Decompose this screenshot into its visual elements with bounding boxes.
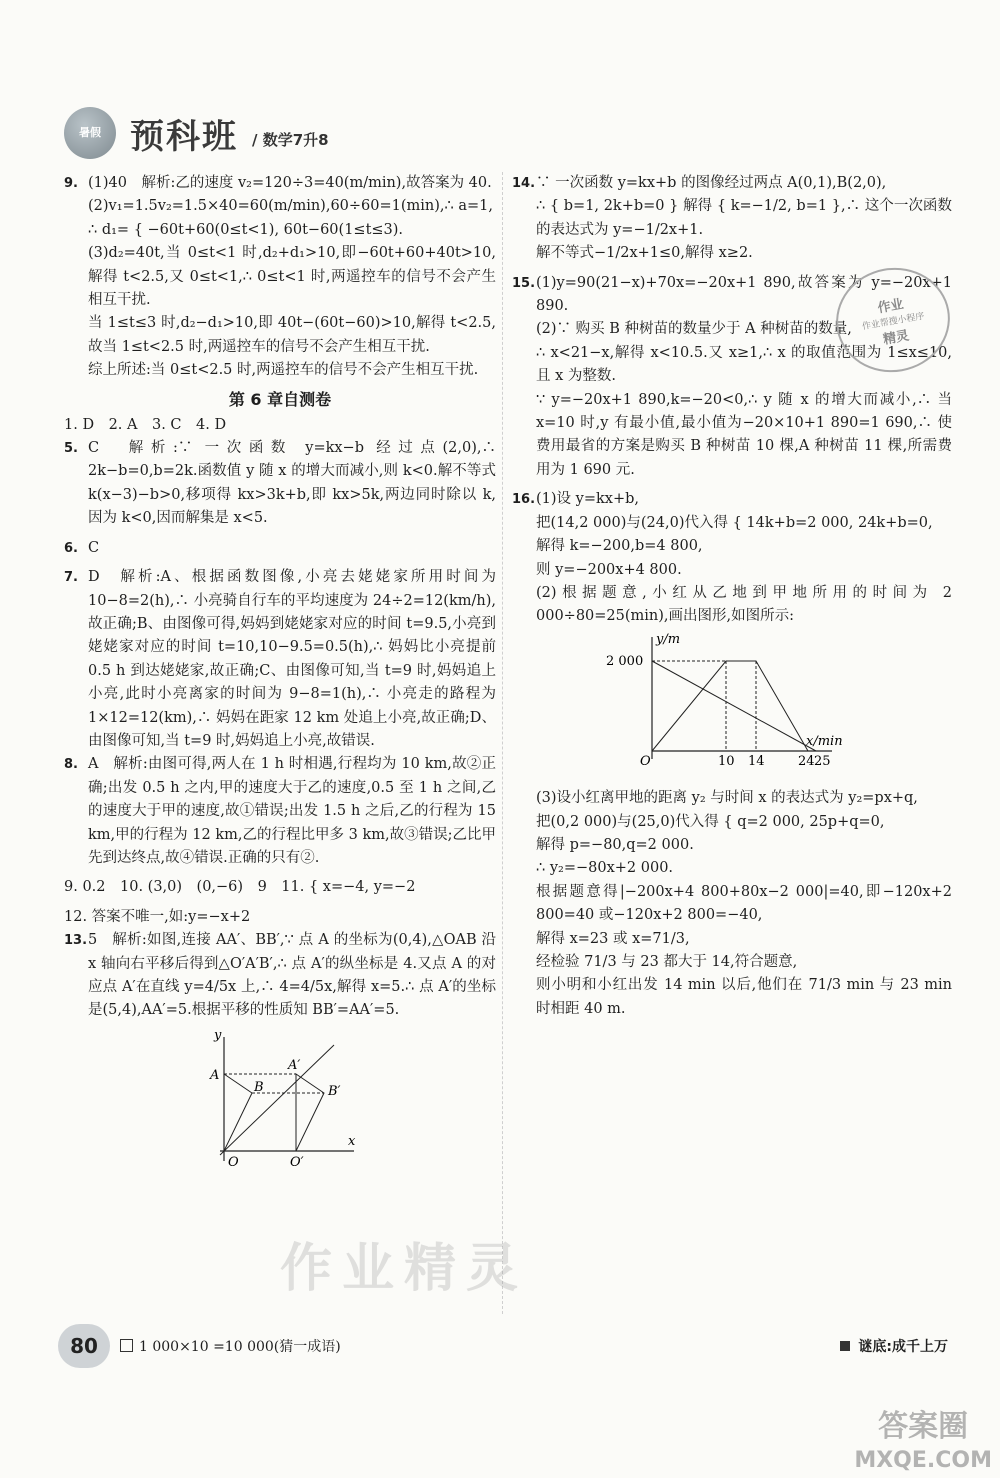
riddle: 1 000×10 =10 000(猜一成语) xyxy=(120,1336,341,1356)
subject-label: / 数学7升8 xyxy=(252,130,329,149)
fig13-point-A: A xyxy=(210,1067,220,1083)
square-bullet-icon xyxy=(840,1341,850,1351)
left-column xyxy=(64,172,496,1179)
column-divider xyxy=(502,172,503,1314)
homework-stamp: 作业 作业帮搜小程序 精灵 xyxy=(828,259,958,381)
fig16-x-label: x/min xyxy=(806,733,843,749)
fig16-tick-25: 25 xyxy=(814,753,831,769)
question-6: 6. C xyxy=(64,539,100,556)
fig16-tick-14: 14 xyxy=(748,753,765,769)
fig13-y-label: y xyxy=(214,1027,222,1043)
fig16-y-label: y/m xyxy=(656,631,681,647)
fig13-point-O2: O′ xyxy=(290,1154,304,1170)
checkbox-icon xyxy=(120,1339,133,1352)
page-header xyxy=(64,104,329,162)
figure-16-distance-time xyxy=(592,633,852,773)
riddle-answer: 谜底:成千上万 xyxy=(840,1336,948,1356)
corner-watermark: 答案圈 MXQE.COM xyxy=(854,1409,992,1473)
question-16: 16. (1)设 y=kx+b, 把(14,2 000)与(24,0)代入得 { 14k+b=2 000, 24k+b=0, 解得 k=−200,b=4 800, 则 y=−200x+4 800. (2)根据题意,小红从乙地到甲地所用的时间为 2 000÷80=25(min),画出图形,如图所示: xyxy=(512,491,952,625)
brand-title: 预科班 xyxy=(130,116,238,157)
fig13-point-B2: B′ xyxy=(328,1083,341,1099)
question-8: 8. A 解析:由图可得,两人在 1 h 时相遇,行程均为 10 km,故②正确;出发 0.5 h 之内,甲的速度大于乙的速度,0.5 至 1 h 之间,乙的速度大于甲的速度,故①错误;出发 1.5 h 之后,乙的行程为 15 km,甲的行程为 12 km,乙的行程比甲多 3 km,故③错误;乙比甲先到达终点,故④错误.正确的只有②. xyxy=(64,756,496,866)
question-5: 5. C 解析:∵ 一次函数 y=kx−b 经过点(2,0),∴ 2k−b=0,b=2k.函数值 y 随 x 的增大而减小,则 k<0.解不等式 k(x−3)−b>0,移项得 kx>3k+b,即 kx>5k,两边同时除以 k,因为 k<0,因而解集是 x<5. xyxy=(64,440,496,527)
page-footer xyxy=(58,1324,948,1368)
fig13-x-label: x xyxy=(348,1133,356,1149)
question-16-part3: (3)设小红离甲地的距离 y₂ 与时间 x 的表达式为 y₂=px+q, 把(0,2 000)与(25,0)代入得 { q=2 000, 25p+q=0, 解得 p=−80,q=2 000. ∴ y₂=−80x+2 000. 根据题意得|−200x+4 800+80x−2 000|=40,即−120x+2 800=40 或−120x+2 800=−40, 解得 x=23 或 x=71/3, 经检验 71/3 与 23 都大于 14,符合题意, 则小明和小红出发 14 min 以后,他们在 71/3 min 与 23 min 时相距 40 m. xyxy=(536,790,952,1017)
figure-13-translation xyxy=(184,1027,364,1171)
fig16-tick-24: 24 xyxy=(798,753,815,769)
fig13-point-O: O xyxy=(228,1154,239,1170)
section-title: 第 6 章自测卷 xyxy=(228,389,332,409)
fig16-origin: O xyxy=(640,753,651,769)
question-15: 15. (1)y=90(21−x)+70x=−20x+1 890,故答案为 y=−20x+1 890. (2)∵ 购买 B 种树苗的数量少于 A 种树苗的数量, ∴ x<21−x,解得 x<10.5.又 x≥1,∴ x 的取值范围为 1≤x≤10,且 x 为整数. ∵ y=−20x+1 890,k=−20<0,∴ y 随 x 的增大而减小,∴ 当 x=10 时,y 有最小值,最小值为−20×10+1 890=1 690,∴ 使费用最省的方案是购买 B 种树苗 10 棵,A 种树苗 11 棵,所需费用为 1 690 元. xyxy=(512,274,952,478)
page-number: 80 xyxy=(58,1324,110,1368)
question-14: 14. ∵ 一次函数 y=kx+b 的图像经过两点 A(0,1),B(2,0), ∴ { b=1, 2k+b=0 } 解得 { k=−1/2, b=1 },∴ 这个一次函数的表达式为 y=−1/2x+1. 解不等式−1/2x+1≤0,解得 x≥2. xyxy=(512,175,952,262)
fig13-point-A2: A′ xyxy=(288,1057,301,1073)
question-13: 13. 5 解析:如图,连接 AA′、BB′,∵ 点 A 的坐标为(0,4),△OAB 沿 x 轴向右平移后得到△O′A′B′,∴ 点 A′的纵坐标是 4.又点 A 的对应点 A′在直线 y=4/5x 上,∴ 4=4/5x,解得 x=5.∴ 点 A′的坐标是(5,4),AA′=5.根据平移的性质知 BB′=AA′=5. xyxy=(64,932,496,1019)
badge-text: 暑假 xyxy=(79,126,101,139)
question-9: 9. (1)40 解析:乙的速度 v₂=120÷3=40(m/min),故答案为 40. (2)v₁=1.5v₂=1.5×40=60(m/min),60÷60=1(min),∴ a=1, ∴ d₁= { −60t+60(0≤t<1), 60t−60(1≤t≤3). (3)d₂=40t,当 0≤t<1 时,d₂+d₁>10,即−60t+60+40t>10,解得 t<2.5,又 0≤t<1,∴ 0≤t<1 时,两遥控车的信号不会产生相互干扰. 当 1≤t≤3 时,d₂−d₁>10,即 40t−(60t−60)>10,解得 t<2.5,故当 1≤t<2.5 时,两遥控车的信号不会产生相互干扰. 综上所述:当 0≤t<2.5 时,两遥控车的信号不会产生相互干扰. xyxy=(64,175,496,379)
brand-badge xyxy=(64,107,116,159)
fig16-tick-2000: 2 000 xyxy=(606,653,644,669)
answer-12: 12. 答案不唯一,如:y=−x+2 xyxy=(64,908,251,925)
answers-9-11: 9. 0.2 10. (3,0) (0,−6) 9 11. { x=−4, y=−2 xyxy=(64,879,416,896)
question-7: 7. D 解析:A、根据函数图像,小亮去姥姥家所用时间为 10−8=2(h),∴ 小亮骑自行车的平均速度为 24÷2=12(km/h),故正确;B、由图像可得,妈妈到姥姥家对应的时间 t=9.5,小亮到姥姥家对应的时间 t=10,10−9.5=0.5(h),∴ 妈妈比小亮提前 0.5 h 到达姥姥家,故正确;C、由图像可知,当 t=9 时,妈妈追上小亮,此时小亮离家的时间为 9−8=1(h),∴ 小亮走的路程为 1×12=12(km),∴ 妈妈在距家 12 km 处追上小亮,故正确;D、由图像可知,当 t=9 时,妈妈追上小亮,故错误. xyxy=(64,569,496,749)
watermark-text: 作业精灵 xyxy=(280,1239,529,1299)
fig13-point-B: B xyxy=(254,1079,264,1095)
fig16-tick-10: 10 xyxy=(718,753,735,769)
answers-1-4: 1. D 2. A 3. C 4. D xyxy=(64,416,227,433)
